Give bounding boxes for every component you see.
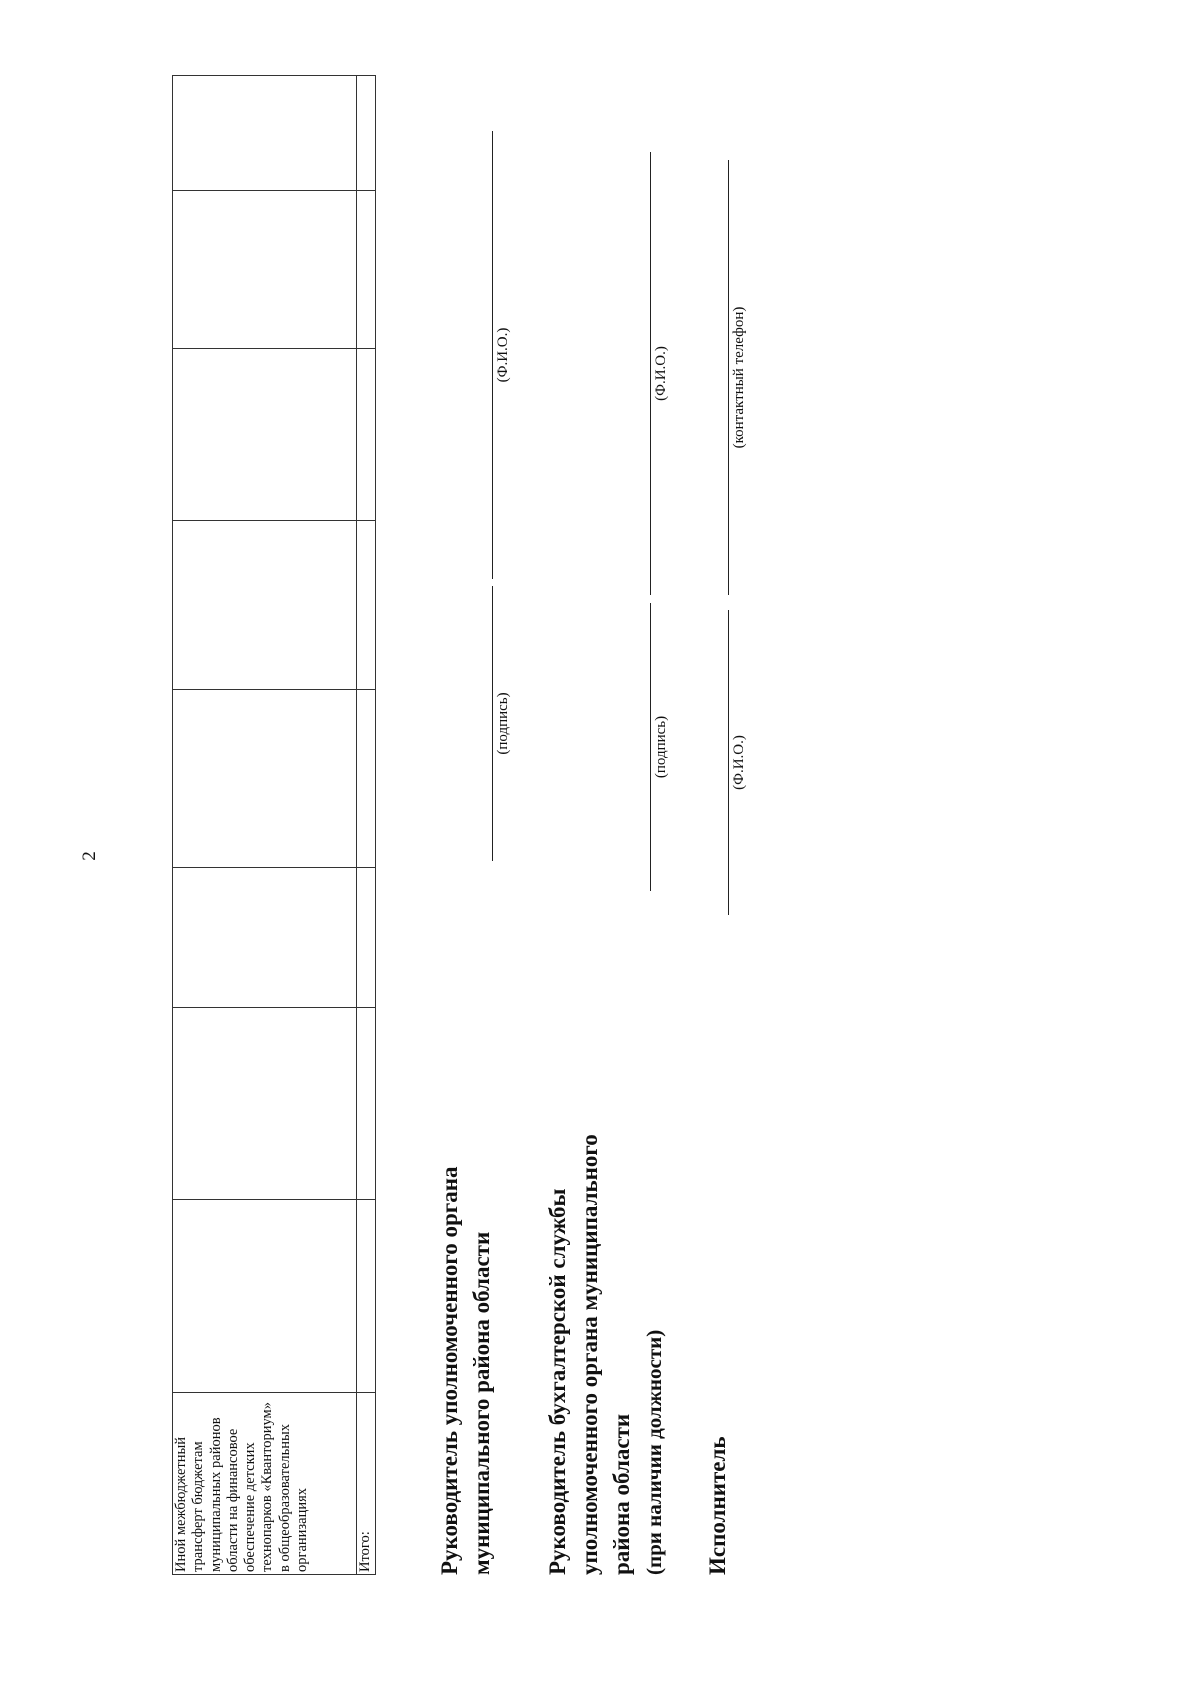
head-signature-title [434,1167,498,1575]
head-title-line: Руководитель уполномоченного органа [437,1166,462,1575]
table-cell [357,191,376,348]
accounting-signature-caption: (подпись) [653,715,669,779]
transfer-table [172,75,376,1575]
table-cell [357,348,376,520]
table-cell [357,1008,376,1200]
table-cell [173,191,357,348]
page-number: 2 [78,851,100,861]
head-title-line: муниципального района области [469,1231,494,1575]
head-signature-line [492,586,493,861]
table-cell [173,867,357,1007]
table-cell [357,520,376,689]
accounting-title-note: (при наличии должности) [642,1329,666,1575]
executor-name-caption: (Ф.И.О.) [731,735,747,790]
executor-phone-caption: (контактный телефон) [731,306,747,449]
accounting-title-line: уполномоченного органа муниципального [577,1134,602,1575]
accounting-signature-line [650,603,651,891]
head-signature-caption: (подпись) [495,692,511,755]
table-cell [173,1200,357,1393]
accounting-name-caption: (Ф.И.О.) [653,346,669,401]
table-row-total [357,76,376,1575]
table-cell [357,690,376,868]
accounting-title-line: района области [609,1413,634,1575]
table-cell [173,348,357,520]
table-cell [173,76,357,191]
table-cell [173,520,357,689]
table-cell [357,1200,376,1393]
executor-name-line [728,610,729,915]
table-row [173,76,357,1575]
head-name-line [492,131,493,579]
rotated-content [172,75,812,1575]
executor-phone-line [728,160,729,595]
accounting-title-line: Руководитель бухгалтерской службы [545,1188,570,1575]
row-label: Иной межбюджетный трансферт бюджетам муниципальных районов области на финансовое обеспечение детских технопарков «Кванториум» в общеобразовательных организациях [173,1392,357,1574]
table-cell [173,690,357,868]
table-cell [173,1008,357,1200]
table-cell [357,867,376,1007]
executor-title: Исполнитель [705,1436,730,1575]
table-cell [357,76,376,191]
total-label: Итого: [357,1392,376,1574]
accounting-signature-title [542,1134,670,1575]
accounting-name-line [650,152,651,595]
head-name-caption: (Ф.И.О.) [495,327,511,383]
